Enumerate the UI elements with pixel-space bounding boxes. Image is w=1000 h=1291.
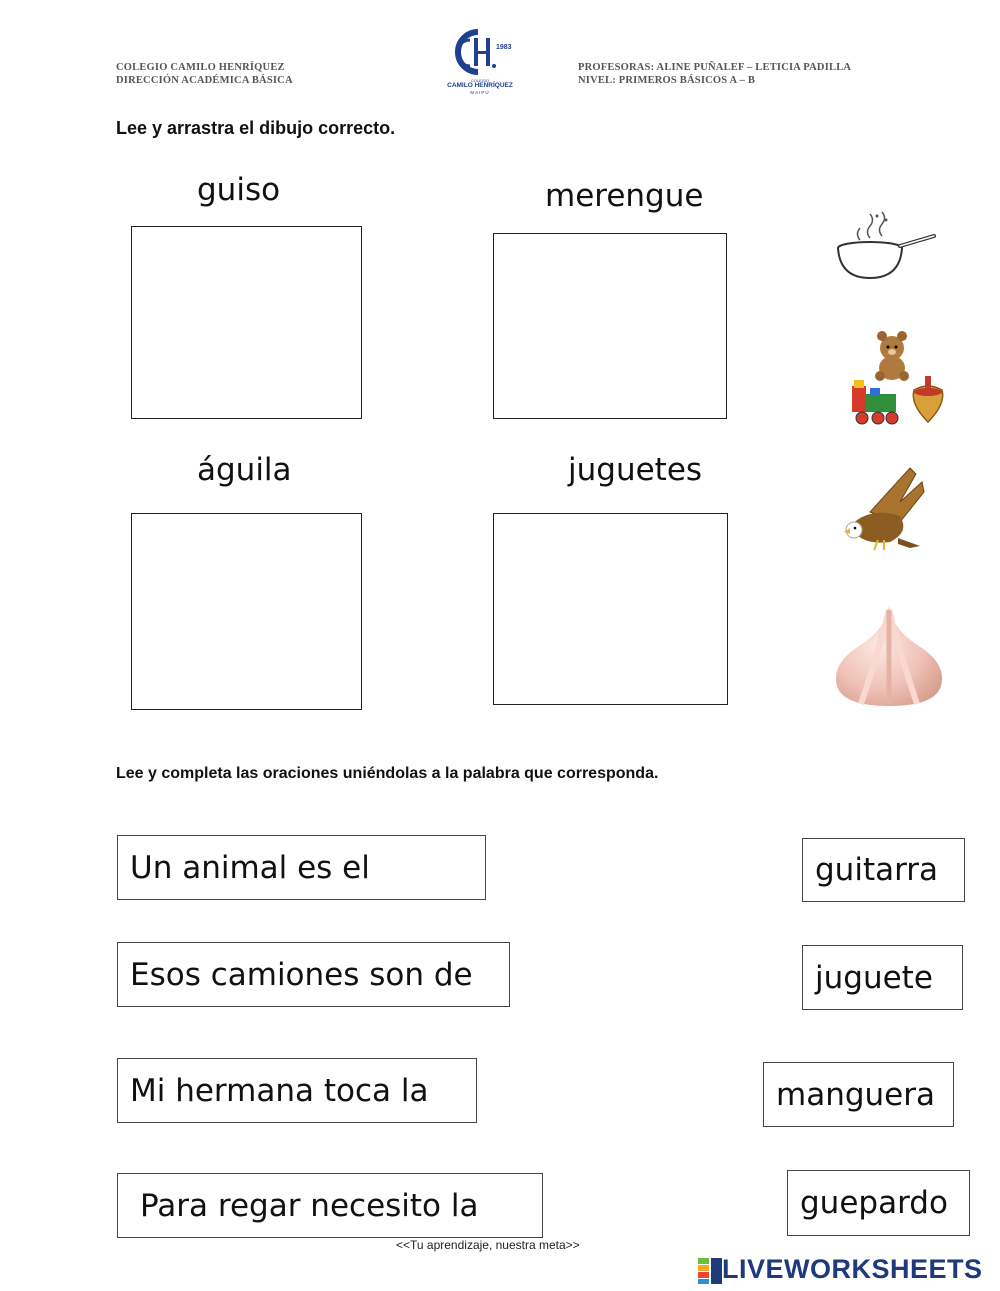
instruction-match: Lee y completa las oraciones uniéndolas a la palabra que corresponda. [116, 765, 659, 782]
teachers-line-1: PROFESORAS: ALINE PUÑALEF – LETICIA PADILLA [578, 62, 852, 73]
option-text-2: juguete [815, 959, 933, 996]
drop-box-guiso[interactable] [131, 226, 362, 419]
sentence-box-3[interactable] [117, 1058, 477, 1123]
word-guiso: guiso [197, 172, 281, 208]
option-text-1: guitarra [815, 852, 939, 888]
logo-city: MAIPÚ [470, 90, 490, 95]
sentence-box-2[interactable] [117, 942, 510, 1007]
liveworksheets-brand: LIVEWORKSHEETS [722, 1254, 983, 1284]
school-logo [432, 26, 528, 96]
option-box-3[interactable] [763, 1062, 954, 1127]
sentence-text-1: Un animal es el [130, 849, 370, 886]
liveworksheets-logo [698, 1256, 994, 1286]
instruction-drag: Lee y arrastra el dibujo correcto. [116, 118, 396, 138]
school-name [116, 61, 293, 87]
option-box-4[interactable] [787, 1170, 970, 1236]
logo-name: CAMILO HENRÍQUEZ [447, 82, 513, 89]
sentence-box-4[interactable] [117, 1173, 543, 1238]
sentence-text-2: Esos camiones son de [130, 956, 473, 993]
teachers-info [578, 61, 851, 87]
option-box-2[interactable] [802, 945, 963, 1010]
school-line-2: DIRECCIÓN ACADÉMICA BÁSICA [116, 75, 293, 86]
meringue-icon[interactable] [828, 600, 950, 710]
teachers-line-2: NIVEL: PRIMEROS BÁSICOS A – B [578, 75, 756, 86]
toys-icon[interactable] [848, 328, 952, 432]
footer-motto: <<Tu aprendizaje, nuestra meta>> [396, 1238, 580, 1252]
school-line-1: COLEGIO CAMILO HENRÍQUEZ [116, 62, 285, 73]
liveworksheets-mark-icon [698, 1258, 722, 1284]
drop-box-merengue[interactable] [493, 233, 727, 419]
logo-year: 1983 [496, 44, 512, 51]
logo-small-text: COLEGIO [470, 78, 490, 83]
word-juguetes: juguetes [568, 452, 703, 488]
drop-box-juguetes[interactable] [493, 513, 728, 705]
word-merengue: merengue [545, 178, 704, 214]
drop-box-aguila[interactable] [131, 513, 362, 710]
pot-icon[interactable] [830, 208, 940, 288]
sentence-text-3: Mi hermana toca la [130, 1072, 429, 1109]
option-box-1[interactable] [802, 838, 965, 902]
option-text-4: guepardo [800, 1185, 948, 1221]
sentence-box-1[interactable] [117, 835, 486, 900]
sentence-text-4: Para regar necesito la [140, 1187, 479, 1224]
eagle-icon[interactable] [840, 462, 930, 554]
option-text-3: manguera [776, 1076, 935, 1113]
word-aguila: águila [197, 452, 292, 488]
